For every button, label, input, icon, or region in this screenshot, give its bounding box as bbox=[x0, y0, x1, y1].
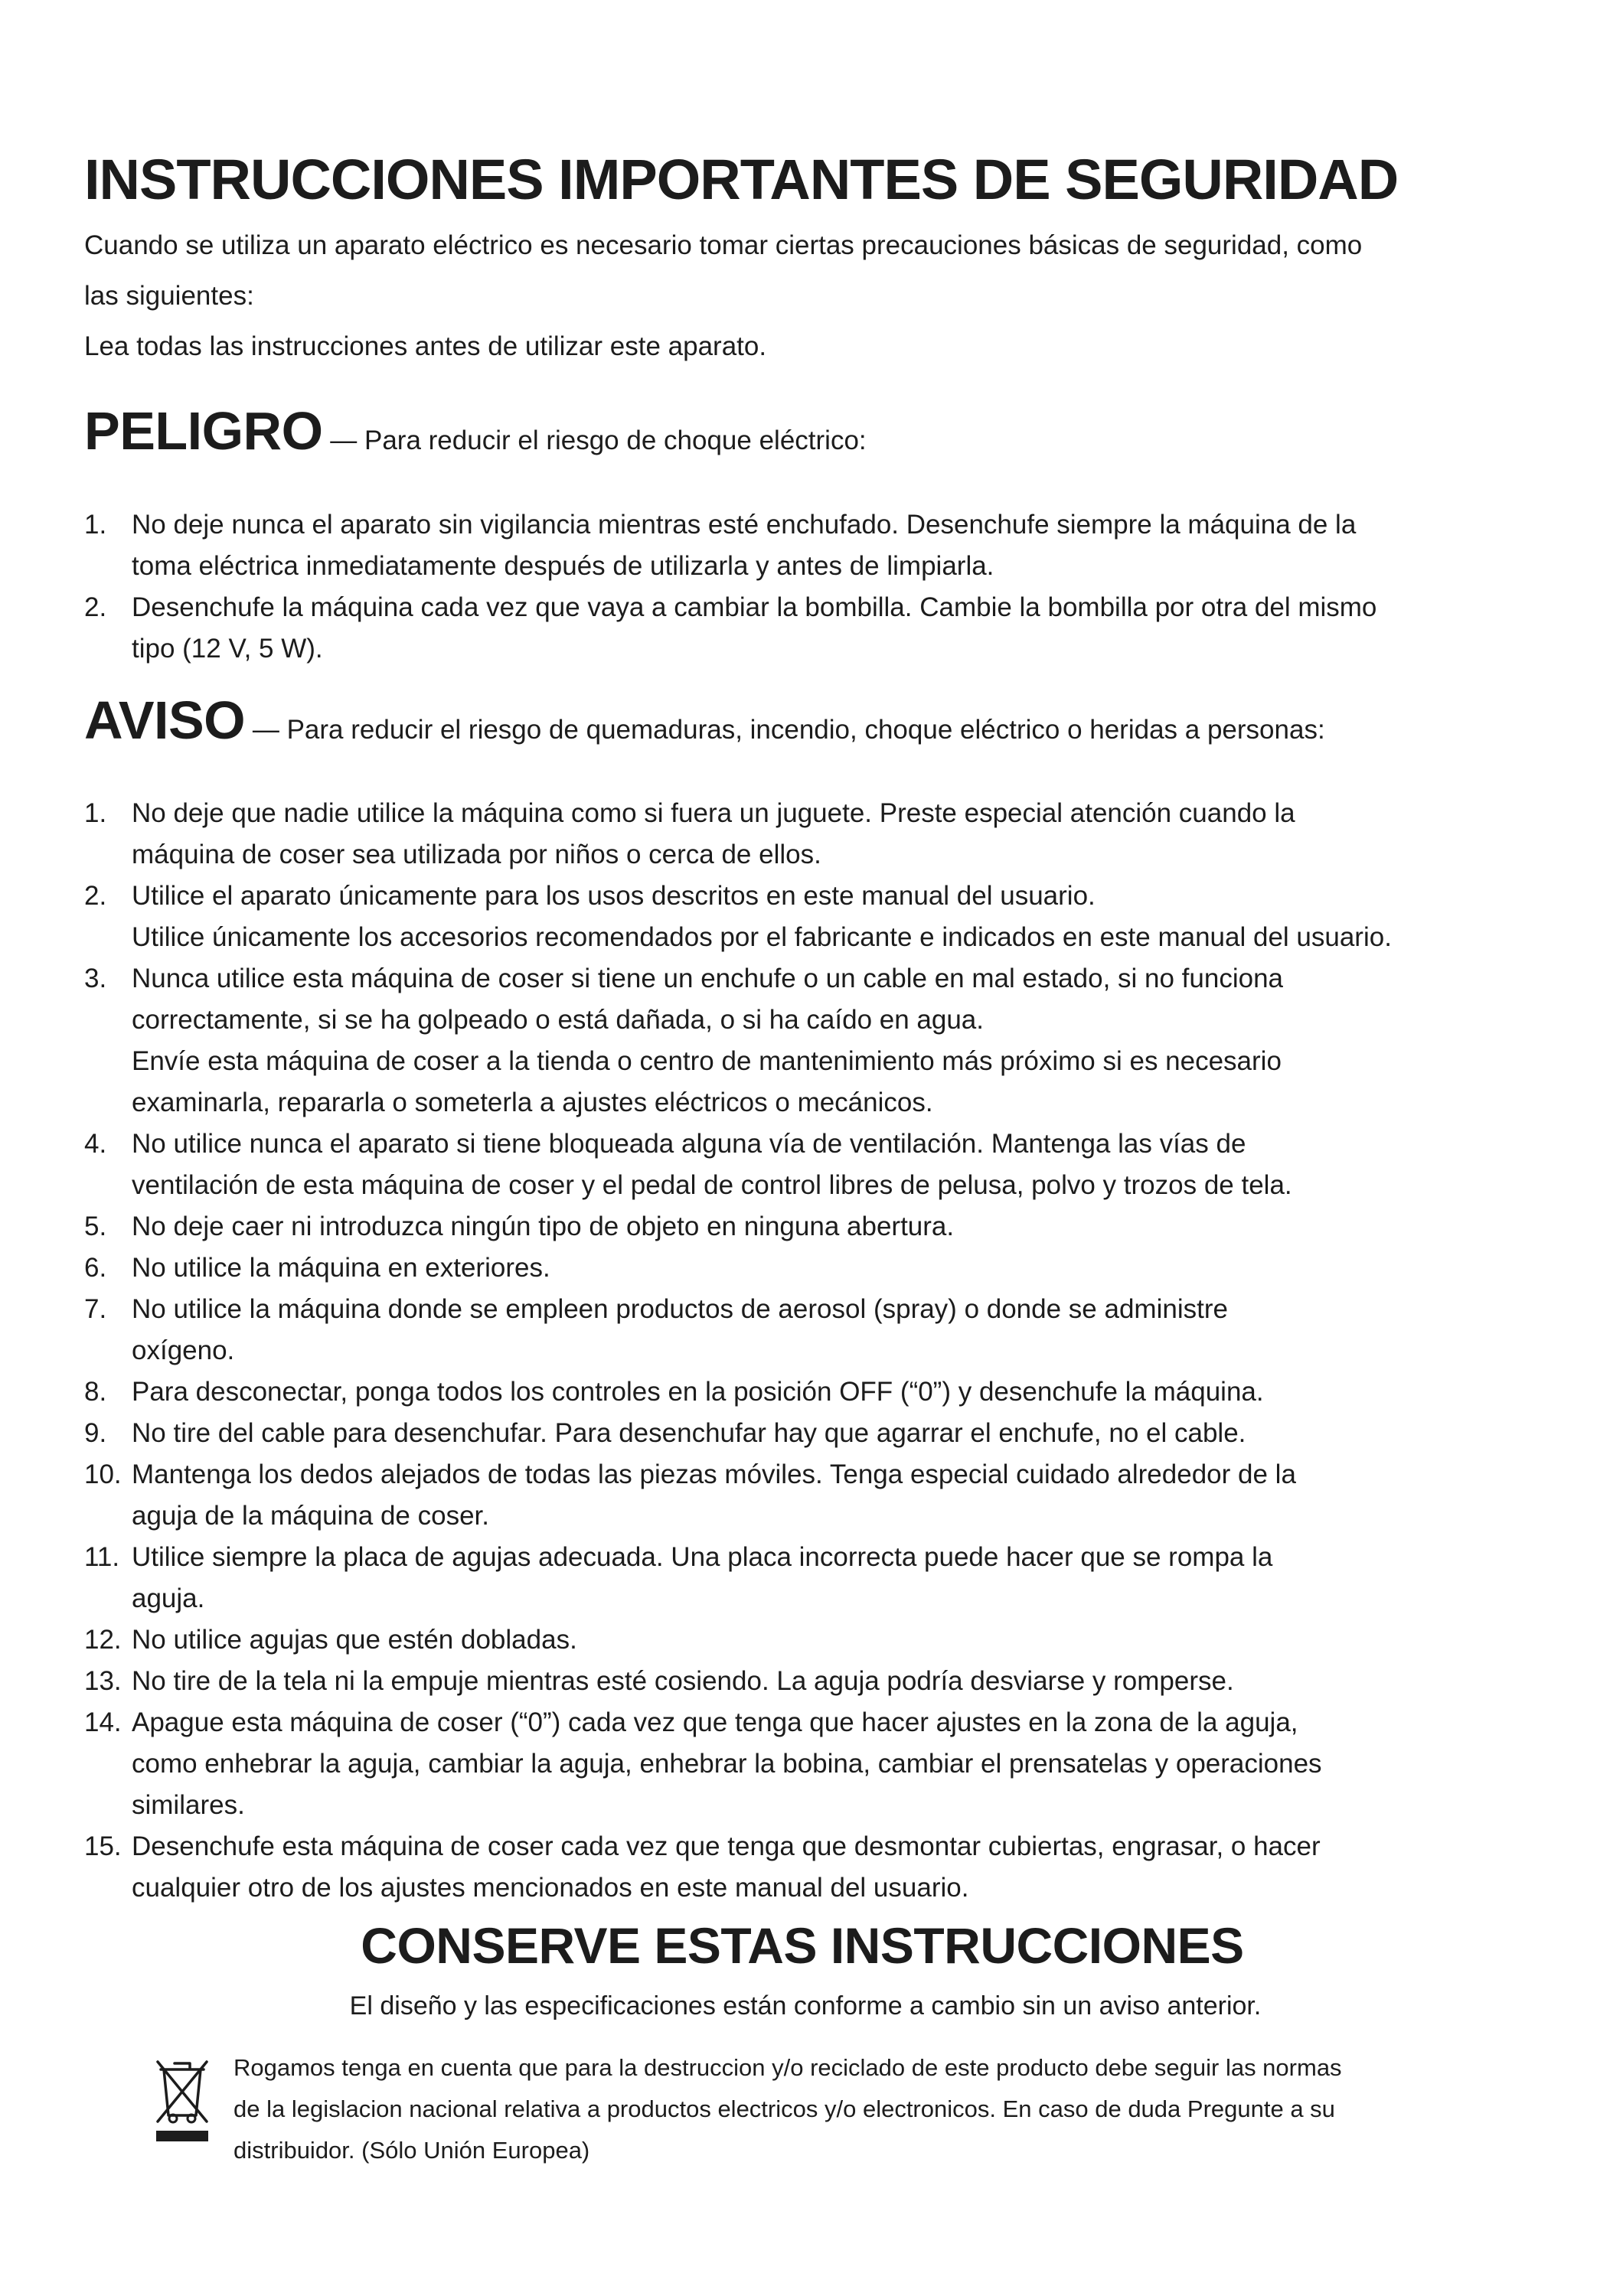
recycling-notice bbox=[233, 2047, 1342, 2171]
intro-paragraph bbox=[84, 220, 1362, 372]
item-line: Desenchufe la máquina cada vez que vaya a cambiar la bombilla. Cambie la bombilla por otra del mismo bbox=[132, 592, 1377, 622]
item-number: 7. bbox=[84, 1294, 107, 1324]
item-line: Para desconectar, ponga todos los controles en la posición OFF (“0”) y desenchufe la máquina. bbox=[132, 1377, 1264, 1407]
item-number: 2. bbox=[84, 881, 107, 911]
item-number: 15. bbox=[84, 1831, 122, 1861]
item-line: No deje caer ni introduzca ningún tipo de objeto en ninguna abertura. bbox=[132, 1212, 955, 1241]
item-line: No utilice la máquina en exteriores. bbox=[132, 1253, 550, 1283]
list-item bbox=[84, 1702, 1539, 1826]
aviso-description: — Para reducir el riesgo de quemaduras, incendio, choque eléctrico o heridas a personas: bbox=[245, 715, 1325, 745]
intro-line: Lea todas las instrucciones antes de utilizar este aparato. bbox=[84, 331, 767, 361]
item-line: No utilice nunca el aparato si tiene bloqueada alguna vía de ventilación. Mantenga las vías de bbox=[132, 1129, 1246, 1159]
item-line: No deje nunca el aparato sin vigilancia mientras esté enchufado. Desenchufe siempre la máquina de la bbox=[132, 510, 1357, 540]
list-item bbox=[84, 958, 1539, 1124]
item-line: Mantenga los dedos alejados de todas las piezas móviles. Tenga especial cuidado alrededor de la bbox=[132, 1459, 1296, 1489]
item-number: 4. bbox=[84, 1129, 107, 1159]
item-line: cualquier otro de los ajustes mencionados en este manual del usuario. bbox=[132, 1873, 969, 1903]
peligro-heading bbox=[84, 396, 867, 481]
conserve-heading: CONSERVE ESTAS INSTRUCCIONES bbox=[361, 1917, 1244, 1974]
item-line: Utilice únicamente los accesorios recomendados por el fabricante e indicados en este manual del usuario. bbox=[132, 922, 1392, 952]
recycling-line: Rogamos tenga en cuenta que para la destruccion y/o reciclado de este producto debe seguir las normas bbox=[233, 2054, 1342, 2081]
item-number: 1. bbox=[84, 798, 107, 828]
recycling-line: de la legislacion nacional relativa a productos electricos y/o electronicos. En caso de duda Pregunte a su bbox=[233, 2095, 1335, 2122]
list-item bbox=[84, 504, 1539, 587]
recycling-line: distribuidor. (Sólo Unión Europea) bbox=[233, 2137, 590, 2164]
aviso-heading bbox=[84, 686, 1325, 770]
item-line: correctamente, si se ha golpeado o está dañada, o si ha caído en agua. bbox=[132, 1005, 984, 1035]
list-item bbox=[84, 1247, 1539, 1289]
item-number: 5. bbox=[84, 1212, 107, 1241]
item-line: No utilice agujas que estén dobladas. bbox=[132, 1625, 577, 1655]
list-item bbox=[84, 1537, 1539, 1619]
item-line: aguja de la máquina de coser. bbox=[132, 1501, 489, 1531]
aviso-list bbox=[84, 793, 1539, 1909]
crossed-out-wheelie-bin-icon bbox=[152, 2056, 213, 2143]
item-line: examinarla, repararla o someterla a ajustes eléctricos o mecánicos. bbox=[132, 1088, 933, 1117]
list-item bbox=[84, 1124, 1539, 1206]
item-number: 11. bbox=[84, 1542, 120, 1572]
list-item bbox=[84, 1206, 1539, 1247]
item-line: Utilice el aparato únicamente para los usos descritos en este manual del usuario. bbox=[132, 881, 1096, 911]
item-line: similares. bbox=[132, 1790, 245, 1820]
item-line: como enhebrar la aguja, cambiar la aguja, enhebrar la bobina, cambiar el prensatelas y operaciones bbox=[132, 1749, 1322, 1779]
item-line: toma eléctrica inmediatamente después de utilizarla y antes de limpiarla. bbox=[132, 551, 994, 581]
list-item bbox=[84, 1454, 1539, 1537]
item-number: 8. bbox=[84, 1377, 107, 1407]
list-item bbox=[84, 1371, 1539, 1413]
item-line: No utilice la máquina donde se empleen productos de aerosol (spray) o donde se administre bbox=[132, 1294, 1228, 1324]
item-number: 13. bbox=[84, 1666, 122, 1696]
list-item bbox=[84, 1661, 1539, 1702]
item-line: Envíe esta máquina de coser a la tienda o centro de mantenimiento más próximo si es necesario bbox=[132, 1046, 1282, 1076]
peligro-list bbox=[84, 504, 1539, 670]
peligro-title: PELIGRO bbox=[84, 401, 323, 461]
item-line: aguja. bbox=[132, 1583, 205, 1613]
item-line: ventilación de esta máquina de coser y el pedal de control libres de pelusa, polvo y trozos de tela. bbox=[132, 1170, 1292, 1200]
item-number: 3. bbox=[84, 964, 107, 993]
item-line: tipo (12 V, 5 W). bbox=[132, 634, 323, 664]
item-line: Utilice siempre la placa de agujas adecuada. Una placa incorrecta puede hacer que se rompa la bbox=[132, 1542, 1273, 1572]
item-line: Desenchufe esta máquina de coser cada vez que tenga que desmontar cubiertas, engrasar, o hacer bbox=[132, 1831, 1321, 1861]
item-line: Nunca utilice esta máquina de coser si tiene un enchufe o un cable en mal estado, si no funciona bbox=[132, 964, 1284, 993]
item-number: 1. bbox=[84, 510, 107, 540]
list-item bbox=[84, 1289, 1539, 1371]
item-number: 2. bbox=[84, 592, 107, 622]
list-item bbox=[84, 1826, 1539, 1909]
page-title: INSTRUCCIONES IMPORTANTES DE SEGURIDAD bbox=[84, 148, 1399, 211]
specifications-note: El diseño y las especificaciones están conforme a cambio sin un aviso anterior. bbox=[349, 1991, 1262, 2020]
item-line: máquina de coser sea utilizada por niños o cerca de ellos. bbox=[132, 840, 821, 869]
item-number: 9. bbox=[84, 1418, 107, 1448]
list-item bbox=[84, 587, 1539, 670]
list-item bbox=[84, 793, 1539, 876]
item-line: oxígeno. bbox=[132, 1336, 235, 1365]
item-line: No tire del cable para desenchufar. Para desenchufar hay que agarrar el enchufe, no el cable. bbox=[132, 1418, 1246, 1448]
item-line: No deje que nadie utilice la máquina como si fuera un juguete. Preste especial atención cuando la bbox=[132, 798, 1295, 828]
list-item bbox=[84, 1619, 1539, 1661]
list-item bbox=[84, 1413, 1539, 1454]
aviso-title: AVISO bbox=[84, 690, 246, 750]
item-number: 10. bbox=[84, 1459, 122, 1489]
peligro-description: — Para reducir el riesgo de choque eléctrico: bbox=[322, 426, 867, 455]
item-line: Apague esta máquina de coser (“0”) cada vez que tenga que hacer ajustes en la zona de la aguja, bbox=[132, 1707, 1298, 1737]
intro-line: Cuando se utiliza un aparato eléctrico es necesario tomar ciertas precauciones básicas de seguridad, como bbox=[84, 230, 1363, 260]
list-item bbox=[84, 876, 1539, 958]
item-number: 6. bbox=[84, 1253, 107, 1283]
item-number: 14. bbox=[84, 1707, 122, 1737]
item-line: No tire de la tela ni la empuje mientras esté cosiendo. La aguja podría desviarse y romperse. bbox=[132, 1666, 1234, 1696]
item-number: 12. bbox=[84, 1625, 122, 1655]
intro-line: las siguientes: bbox=[84, 281, 254, 311]
